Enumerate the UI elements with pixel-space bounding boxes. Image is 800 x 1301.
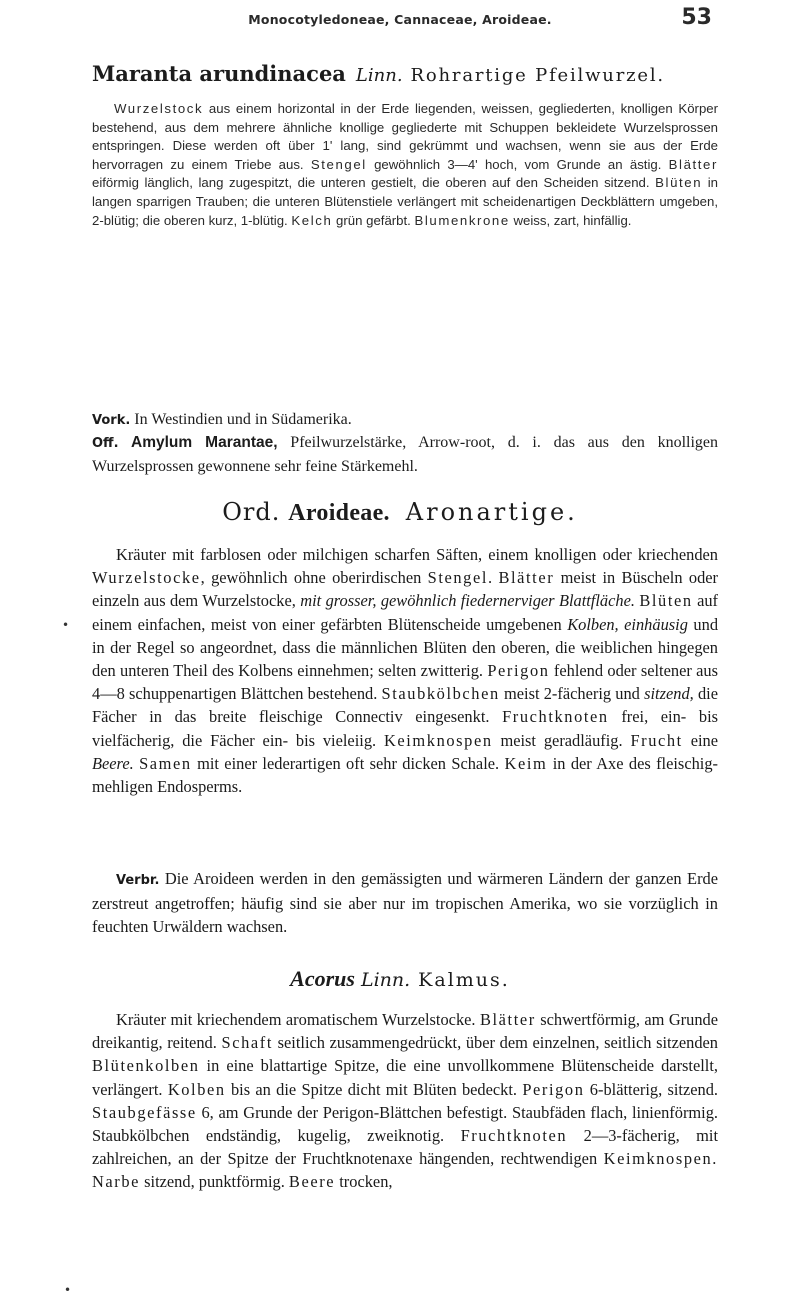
running-head: Monocotyledoneae, Cannaceae, Aroideae. (248, 12, 552, 27)
gen-term-bluetenkolben: Blütenkolben (92, 1056, 200, 1076)
genus-heading (0, 966, 800, 992)
genus-author: Linn. (360, 969, 411, 991)
gen-text-k: trocken, (335, 1172, 393, 1192)
desc-text-b: gewöhnlich 3—4' hoch, vom Grunde an ästig. (366, 156, 669, 172)
order-latin-name: Aroideae. (288, 500, 390, 526)
order-german-name: Aronartige. (405, 498, 578, 526)
ord-text-k: frei, ein- bis vielfächerig, die Fächer ein- bis vieleiig. (92, 707, 719, 750)
term-blaetter-2: Blätter (498, 568, 555, 588)
gen-term-keimknospen: Keimknospen. (603, 1149, 718, 1169)
order-description (92, 543, 718, 798)
verbreitung-paragraph (92, 867, 718, 939)
term-stengel-2: Stengel (427, 568, 489, 588)
term-blumenkrone: Blumenkrone (414, 212, 510, 228)
term-keimknospen: Keimknospen (383, 730, 493, 750)
gen-term-perigon: Perigon (522, 1079, 585, 1099)
off-title: Amylum Marantae, (118, 434, 278, 451)
term-staubkoelbchen: Staubkölbchen (381, 684, 500, 704)
term-wurzelstocke: Wurzelstocke (92, 568, 201, 588)
ord-text-m: eine (682, 730, 718, 750)
order-prefix: Ord. (222, 498, 281, 526)
desc-text-e: grün gefärbt. (332, 212, 415, 228)
desc-text-d: in langen sparrigen Trauben; die unteren Blütenstiele verlängert mit scheidenartigen Deckblättern umgeben, 2-blütig; die oberen kurz, 1-blütig. (92, 175, 718, 228)
gen-text-h: 2—3-fächerig, mit zahlreichen, an der Spitze der Fruchtknotenaxe hängenden, rechtwendigen (92, 1126, 718, 1169)
officinal-paragraph (92, 431, 718, 478)
gen-term-beere: Beere (288, 1172, 336, 1192)
ord-text-l: meist geradläufig. (492, 730, 631, 750)
term-perigon: Perigon (487, 661, 550, 681)
gen-text-f: 6-blätterig, sitzend. (584, 1079, 718, 1099)
gen-text-e: bis an die Spitze dicht mit Blüten bedeckt. (225, 1079, 523, 1099)
ord-italic-3: sitzend, (644, 684, 694, 704)
page-number: 53 (681, 5, 712, 30)
verbr-key: Verbr. (116, 873, 160, 888)
term-frucht: Frucht (630, 730, 683, 750)
ord-text-j: die Fächer in das breite fleischige Connectiv eingesenkt. (92, 684, 719, 727)
gen-term-fruchtknoten: Fruchtknoten (460, 1126, 568, 1146)
species-heading (92, 60, 740, 90)
gen-text-a: Kräuter mit kriechendem aromatischem Wurzelstocke. (116, 1010, 480, 1029)
species-latin-name: Maranta arundinacea (92, 61, 346, 86)
ord-text-a: Kräuter mit farblosen oder milchigen scharfen Säften, einem knolligen oder kriechenden (116, 545, 718, 564)
gen-text-b: schwertförmig, am Grunde dreikantig, reitend. (92, 1010, 719, 1053)
genus-german-name: Kalmus. (418, 969, 510, 991)
gen-text-j: sitzend, punktförmig. (140, 1172, 289, 1192)
ord-italic-1: mit grosser, gewöhnlich fiedernerviger Blattfläche. (300, 591, 635, 611)
gen-term-narbe: Narbe (92, 1172, 141, 1192)
term-blueten: Blüten (655, 175, 703, 191)
ord-text-f: auf einem einfachen, meist von einer gefärbten Blütenscheide umgebenen (92, 591, 719, 634)
off-text: Pfeilwurzelstärke, Arrow-root, d. i. das aus den knolligen Wurzelsprossen gewonnene sehr feine Stärkemehl. (92, 434, 719, 475)
verbr-text: Die Aroideen werden in den gemässigten und wärmeren Ländern der ganzen Erde zerstreut angetroffen; häufig sind sie aber nur im tropischen Amerika, wo sie vorzüglich in feuchten Urwäldern wachsen. (92, 869, 718, 937)
gen-term-schaft: Schaft (221, 1033, 273, 1053)
ord-text-p: in der Axe des fleischig-mehligen Endosperms. (92, 753, 718, 797)
ord-italic-4: Beere. (92, 753, 134, 773)
vork-key: Vork. (92, 413, 131, 428)
species-german-name: Rohrartige Pfeilwurzel. (410, 65, 665, 86)
term-wurzelstock: Wurzelstock (114, 101, 204, 116)
vork-text: In Westindien und in Südamerika. (130, 411, 352, 428)
vorkommen-paragraph (92, 408, 718, 432)
margin-mark: • (62, 618, 70, 632)
ord-text-c: . (488, 568, 499, 588)
gen-term-blaetter: Blätter (479, 1010, 536, 1029)
order-heading (0, 498, 800, 527)
off-key: Off. (92, 436, 119, 451)
desc-text-a: aus einem horizontal in der Erde liegenden, weissen, gegliederten, knolligen Körper bestehend, aus dem mehrere ähnliche knollige gegliederte mit Schuppen bekleidete Wurzelsprossen entspringen. Diese werden oft über 1' lang, sind gekrümmt und wachsen, wenn sie aus der Erde hervorragen zu einem Triebe aus. (92, 101, 718, 172)
species-author: Linn. (355, 65, 403, 86)
term-fruchtknoten: Fruchtknoten (502, 707, 609, 727)
ord-text-i: meist 2-fächerig und (499, 684, 645, 704)
ord-text-g: und in der Regel so angeordnet, dass die männlichen Blüten den oberen, die weiblichen hingegen den unteren Theil des Kolbens einnehmen; selten zwitterig. (92, 614, 719, 681)
desc-text-c: eiförmig länglich, lang zugespitzt, die unteren gestielt, die oberen auf den Scheiden sitzend. (92, 175, 656, 191)
desc-text-f: weiss, zart, hinfällig. (509, 212, 632, 228)
gen-term-staubgefaesse: Staubgefässe (92, 1102, 197, 1122)
term-samen: Samen (139, 753, 192, 773)
ord-text-d: meist in Büscheln oder einzeln aus dem Wurzelstocke, (92, 568, 718, 611)
bottom-margin-mark: • (64, 1283, 72, 1297)
term-blueten-2: Blüten (639, 591, 693, 611)
term-blaetter: Blätter (668, 156, 718, 172)
term-stengel: Stengel (310, 156, 367, 172)
ord-text-o: mit einer lederartigen oft sehr dicken Schale. (191, 753, 505, 773)
term-kelch: Kelch (291, 212, 333, 228)
gen-term-kolben: Kolben (167, 1079, 226, 1099)
gen-text-d: in eine blattartige Spitze, die eine unvollkommene Blütenscheide darstellt, verlängert. (92, 1056, 718, 1099)
ord-text-h: fehlend oder seltener aus 4—8 schuppenartigen Blättchen bestehend. (92, 661, 718, 704)
genus-name: Acorus (290, 966, 355, 991)
genus-description (92, 1008, 718, 1194)
ord-italic-2: Kolben, einhäusig (567, 614, 688, 634)
gen-text-g: 6, am Grunde der Perigon-Blättchen befestigt. Staubfäden flach, linienförmig. Staubkölbchen endständig, kugelig, zweiknotig. (92, 1102, 718, 1146)
species-description (92, 100, 718, 230)
gen-text-c: seitlich zusammengedrückt, über dem einzelnen, seitlich sitzenden (272, 1033, 718, 1053)
ord-text-b: , gewöhnlich ohne oberirdischen (200, 568, 428, 588)
term-keim: Keim (504, 753, 548, 773)
